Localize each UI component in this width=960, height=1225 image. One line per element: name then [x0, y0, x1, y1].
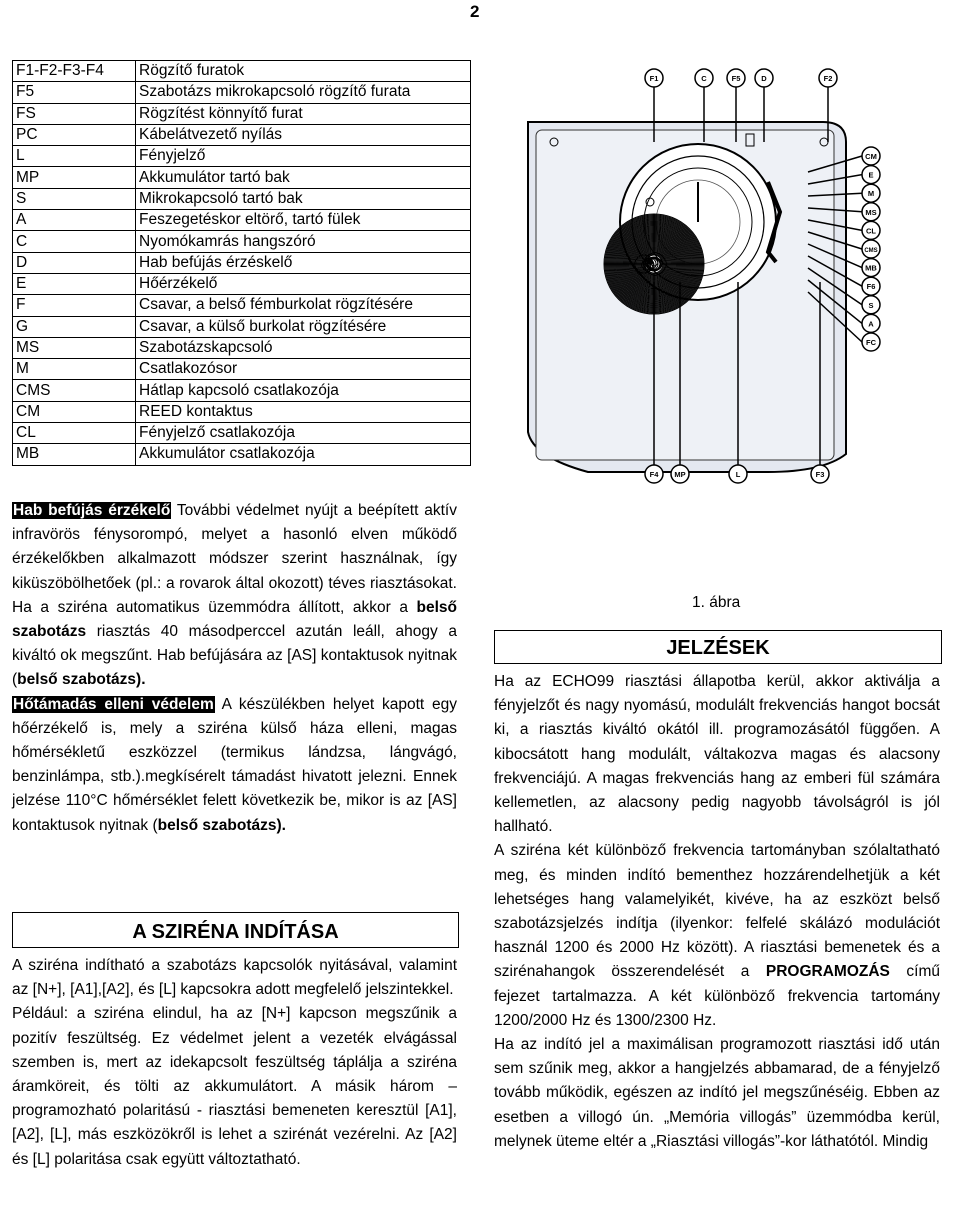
diagram-callout-label: L: [735, 470, 741, 479]
legend-code: F: [13, 295, 136, 316]
legend-row: [13, 124, 471, 145]
legend-code: F1-F2-F3-F4: [13, 61, 136, 82]
siren-start-paragraph: A sziréna indítható a szabotázs kapcsolók nyitásával, valamint az [N+], [A1],[A2], és [L] kapcsokra adott megfelelő jelszintekkel.: [12, 957, 457, 999]
legend-row: [13, 337, 471, 358]
diagram-callout-label: CL: [866, 226, 876, 236]
diagram-callout-label: MB: [865, 263, 877, 273]
left-column: [12, 499, 457, 838]
signals-text-2a: A sziréna két különböző frekvencia tartományban szólaltatható meg, és minden indító bementhez hozzárendelhetjük a két lehetséges hang valamelyikét, kivéve, ha az eszközt belső szabotázsjelzés indítja (ilyenkor: felfelé skálázó modulációt használ 1200 és 2000 Hz között). A riasztási bemenetek és a szirénahangok összerendelését a: [494, 842, 940, 981]
foam-bold-1: belső szabotázs: [12, 598, 457, 641]
heat-protection-title: Hőtámadás elleni védelem: [13, 695, 214, 713]
diagram-callout-label: F4: [649, 470, 659, 479]
legend-table: [12, 60, 471, 466]
legend-code: S: [13, 188, 136, 209]
heat-protection-paragraph: [12, 693, 457, 838]
right-column: [494, 670, 940, 1154]
foam-text-2: riasztás 40 másodperccel azután leáll, ahogy a kiváltó ok megszűnt. Hab befújására az [AS] kontaktusok nyitnak (: [12, 623, 457, 689]
legend-row: [13, 103, 471, 124]
diagram-callout-label: D: [761, 74, 767, 83]
legend-row: [13, 401, 471, 422]
legend-code: MS: [13, 337, 136, 358]
legend-description: Szabotázs mikrokapcsoló rögzítő furata: [136, 82, 471, 103]
legend-description: Hőérzékelő: [136, 273, 471, 294]
legend-description: Mikrokapcsoló tartó bak: [136, 188, 471, 209]
legend-code: G: [13, 316, 136, 337]
legend-row: [13, 273, 471, 294]
siren-start-heading: A SZIRÉNA INDÍTÁSA: [12, 912, 459, 948]
legend-description: Kábelátvezető nyílás: [136, 124, 471, 145]
legend-description: Rögzítő furatok: [136, 61, 471, 82]
legend-description: Akkumulátor csatlakozója: [136, 444, 471, 465]
legend-description: Hátlap kapcsoló csatlakozója: [136, 380, 471, 401]
diagram-callout-label: MS: [865, 207, 877, 217]
legend-row: [13, 444, 471, 465]
legend-row: [13, 167, 471, 188]
legend-code: CMS: [13, 380, 136, 401]
legend-code: FS: [13, 103, 136, 124]
legend-row: [13, 295, 471, 316]
legend-code: MB: [13, 444, 136, 465]
diagram-callout-label: MP: [674, 470, 686, 479]
diagram-callout-label: F3: [815, 470, 825, 479]
legend-description: REED kontaktus: [136, 401, 471, 422]
device-diagram: [518, 62, 890, 487]
legend-code: PC: [13, 124, 136, 145]
diagram-callout-label: A: [868, 319, 874, 329]
signals-paragraph-3: Ha az indító jel a maximálisan programozott riasztási idő után sem szűnik meg, akkor a hangjelzés abbamarad, de a fényjelző tovább működik, egészen az indító jel megszűnéséig. Ebben az esetben a villogó ún. „Memória villogás” üzemmódba kerül, melynek üteme eltér a „Riasztási villogás”-kor láthatótól. Mindig: [494, 1036, 940, 1150]
legend-code: MP: [13, 167, 136, 188]
legend-row: [13, 82, 471, 103]
diagram-callout-label: F2: [823, 74, 833, 83]
diagram-callout-label: F6: [866, 282, 876, 292]
legend-description: Fényjelző csatlakozója: [136, 423, 471, 444]
diagram-callout-label: CM: [865, 152, 877, 161]
legend-description: Akkumulátor tartó bak: [136, 167, 471, 188]
legend-code: C: [13, 231, 136, 252]
legend-code: L: [13, 146, 136, 167]
legend-row: [13, 316, 471, 337]
legend-code: F5: [13, 82, 136, 103]
legend-row: [13, 146, 471, 167]
legend-code: CM: [13, 401, 136, 422]
signals-paragraph-1: Ha az ECHO99 riasztási állapotba kerül, akkor aktiválja a fényjelzőt és nagy nyomású, modulált frekvenciás hangot bocsát ki, a riasztás kiváltó okától ill. programozásától függően. A kibocsátott hang modulált, váltakozva magas és alacsony frekvenciájú. A magas frekvenciás hang az emberi fül számára kellemetlen, az alacsony pedig nagyobb távolságról is jól hallható.: [494, 673, 940, 836]
foam-detector-title: Hab befújás érzékelő: [13, 502, 171, 519]
example-paragraph: Például: a sziréna elindul, ha az [N+] kapcson megszűnik a pozitív feszültség. Ez védelmet jelent a vezeték elvágással szemben is, mert az idekapcsolt feszültség táplálja a sziréna áramköreit, és tölti az akkumulátort. A másik három – programozható polaritású - riasztási bemeneten keresztül [A1], [A2], [L], más eszközökről is lehet a szirénát vezérelni. Az [A2] és [L] polaritása csak együtt változtatható.: [12, 1005, 457, 1168]
legend-code: M: [13, 359, 136, 380]
diagram-callout-label: CMS: [864, 248, 878, 254]
signals-text-2c: című fejezet tartalmazza. A két különböző frekvencia tartomány 1200/2000 Hz és 1300/2300 Hz.: [494, 963, 941, 1029]
figure-caption: 1. ábra: [692, 594, 741, 611]
left-column-lower: [12, 954, 457, 1172]
legend-row: [13, 61, 471, 82]
signals-heading: JELZÉSEK: [494, 630, 942, 664]
foam-detector-paragraph: [12, 499, 457, 693]
legend-row: [13, 423, 471, 444]
diagram-callout-label: FC: [866, 338, 876, 347]
legend-row: [13, 380, 471, 401]
legend-row: [13, 359, 471, 380]
legend-row: [13, 231, 471, 252]
legend-row: [13, 188, 471, 209]
legend-description: Fényjelző: [136, 146, 471, 167]
signals-paragraph-2: [494, 839, 940, 1033]
diagram-callout-label: E: [868, 170, 874, 180]
programming-ref: PROGRAMOZÁS: [765, 963, 890, 981]
foam-bold-2: belső szabotázs).: [17, 671, 146, 689]
legend-code: D: [13, 252, 136, 273]
diagram-callout-label: F5: [731, 74, 741, 83]
diagram-callout-label: M: [867, 189, 875, 199]
diagram-callout-label: C: [701, 74, 707, 83]
legend-description: Hab befújás érzéskelő: [136, 252, 471, 273]
legend-description: Szabotázskapcsoló: [136, 337, 471, 358]
diagram-callout-label: S: [868, 300, 874, 310]
legend-description: Rögzítést könnyítő furat: [136, 103, 471, 124]
legend-description: Feszegetéskor eltörő, tartó fülek: [136, 210, 471, 231]
heat-text: A készülékben helyet kapott egy hőérzékelő is, mely a sziréna külső háza elleni, magas hőmérsékletű eszközzel (termikus lándzsa, lángvágó, benzinlámpa, stb.).megkísérelt támadást hivatott jelezni. Ennek jelzése 110°C hőmérséklet felett következik be, mikor is az [AS] kontaktusok nyitnak (: [12, 695, 457, 834]
legend-code: A: [13, 210, 136, 231]
diagram-callout-label: F1: [649, 74, 659, 83]
legend-code: E: [13, 273, 136, 294]
page-number: 2: [470, 2, 480, 21]
legend-row: [13, 252, 471, 273]
foam-text-1: További védelmet nyújt a beépített aktív infravörös fénysorompó, melyet a hasonló elven működő érzékelőkben alkalmazott módszer szerint használnak, így kiküszöbölhetőek (pl.: a rovarok által okozott) téves riasztásokat. Ha a sziréna automatikus üzemmódra állított, akkor a: [12, 502, 457, 616]
legend-description: Csatlakozósor: [136, 359, 471, 380]
legend-description: Csavar, a külső burkolat rögzítésére: [136, 316, 471, 337]
legend-code: CL: [13, 423, 136, 444]
legend-description: Nyomókamrás hangszóró: [136, 231, 471, 252]
legend-description: Csavar, a belső fémburkolat rögzítésére: [136, 295, 471, 316]
heat-bold: belső szabotázs).: [157, 816, 286, 834]
legend-row: [13, 210, 471, 231]
